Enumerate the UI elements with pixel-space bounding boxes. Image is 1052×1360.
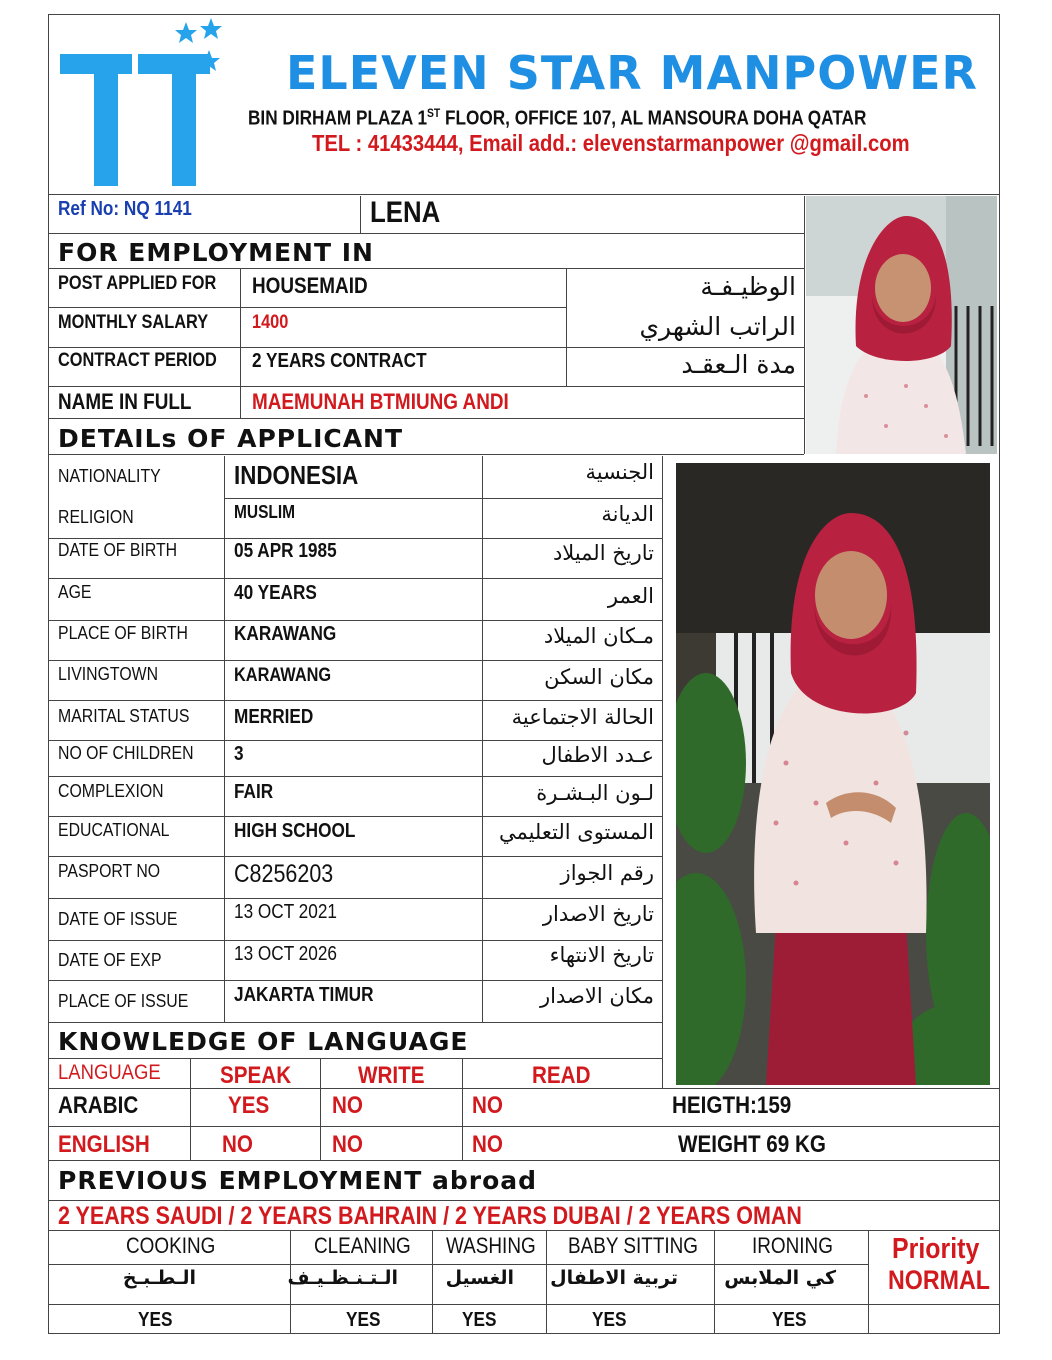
previous-employment-title (58, 1166, 537, 1195)
post-value: HOUSEMAID (252, 273, 368, 298)
read-header: READ (532, 1062, 591, 1089)
detail-arabic: تاريخ الاصدار (542, 902, 654, 926)
detail-value: 3 (234, 743, 244, 765)
post-arabic: الوظيـفـة (700, 272, 796, 301)
applicant-portrait-photo (806, 196, 997, 454)
previous-employment-details: 2 YEARS SAUDI / 2 YEARS BAHRAIN / 2 YEARS DUBAI / 2 YEARS OMAN (58, 1202, 802, 1230)
detail-label: RELIGION (58, 507, 134, 527)
detail-value: 40 YEARS (234, 582, 317, 604)
address-part-2: FLOOR, OFFICE 107, AL MANSOURA DOHA QATAR (440, 107, 867, 130)
contract-value: 2 YEARS CONTRACT (252, 350, 427, 372)
detail-arabic: الديانة (601, 502, 654, 526)
height-value: HEIGTH:159 (672, 1092, 792, 1119)
skill-name: IRONING (752, 1233, 833, 1258)
detail-value: KARAWANG (234, 623, 337, 645)
applicant-full-body-photo (676, 463, 990, 1085)
detail-label: NO OF CHILDREN (58, 743, 194, 763)
priority-value: NORMAL (888, 1265, 990, 1295)
skill-name: COOKING (126, 1233, 216, 1258)
detail-arabic: تاريخ الميلاد (552, 541, 654, 565)
detail-label: AGE (58, 582, 92, 602)
skill-value: YES (772, 1309, 807, 1331)
detail-label: NATIONALITY (58, 466, 161, 486)
skill-arabic: الـتـنـظـيـف (287, 1267, 398, 1289)
company-address (248, 106, 866, 131)
detail-arabic: العمر (607, 584, 654, 608)
detail-value: MERRIED (234, 706, 314, 728)
skill-value: YES (462, 1309, 497, 1331)
salary-arabic: الراتب الشهري (639, 312, 796, 341)
detail-arabic: رقم الجواز (560, 861, 654, 885)
detail-label: DATE OF ISSUE (58, 909, 178, 929)
skill-name: WASHING (446, 1233, 536, 1258)
detail-value: JAKARTA TIMUR (234, 984, 374, 1006)
detail-arabic: الجنسية (585, 460, 654, 484)
detail-label: DATE OF EXP (58, 950, 162, 970)
detail-arabic: مكان السكن (544, 665, 654, 689)
language-speak: NO (222, 1131, 253, 1158)
skill-arabic: الـطـبـخ (122, 1267, 196, 1289)
detail-arabic: عـدد الاطفال (541, 743, 654, 767)
language-read: NO (472, 1131, 503, 1158)
detail-value: INDONESIA (234, 460, 359, 490)
detail-arabic: مـكان الميلاد (543, 624, 654, 648)
skill-arabic: كي الملابس (724, 1267, 836, 1289)
language-read: NO (472, 1092, 503, 1119)
detail-value: 13 OCT 2026 (234, 943, 337, 965)
language-header: LANGUAGE (58, 1061, 161, 1084)
detail-arabic: لـون البـشـرة (536, 781, 654, 805)
company-name: ELEVEN STAR MANPOWER (286, 46, 978, 100)
detail-label: MARITAL STATUS (58, 706, 190, 726)
language-name: ENGLISH (58, 1131, 150, 1158)
salary-value: 1400 (252, 312, 289, 333)
detail-value: 13 OCT 2021 (234, 901, 337, 923)
skill-arabic: تربية الاطفال (550, 1267, 678, 1289)
applicant-short-name: LENA (370, 196, 441, 229)
detail-value: HIGH SCHOOL (234, 820, 356, 842)
detail-value: KARAWANG (234, 665, 332, 686)
detail-value: C8256203 (234, 860, 334, 888)
language-write: NO (332, 1092, 363, 1119)
logo-icon (56, 18, 228, 188)
company-contact: TEL : 41433444, Email add.: elevenstarmanpower @gmail.com (312, 130, 910, 156)
detail-arabic: الحالة الاجتماعية (511, 705, 654, 729)
previous-title-bold: PREVIOUS EMPLOYMENT (58, 1166, 423, 1195)
fullname-label: NAME IN FULL (58, 389, 192, 414)
contract-arabic: مدة الـعقـد (681, 350, 796, 379)
skill-name: CLEANING (314, 1233, 411, 1258)
skill-value: YES (346, 1309, 381, 1331)
detail-label: PASPORT NO (58, 861, 161, 881)
ref-number: Ref No: NQ 1141 (58, 198, 192, 220)
skill-name: BABY SITTING (568, 1233, 699, 1258)
language-write: NO (332, 1131, 363, 1158)
post-label: POST APPLIED FOR (58, 273, 217, 294)
skill-value: YES (592, 1309, 627, 1331)
priority-label: Priority (892, 1233, 980, 1265)
detail-label: LIVINGTOWN (58, 664, 159, 684)
detail-label: DATE OF BIRTH (58, 540, 178, 560)
skill-value: YES (138, 1309, 173, 1331)
detail-label: PLACE OF ISSUE (58, 991, 189, 1011)
previous-title-rest: abroad (422, 1166, 538, 1195)
language-section-title: KNOWLEDGE OF LANGUAGE (58, 1027, 469, 1056)
employment-section-title: FOR EMPLOYMENT IN (58, 238, 374, 267)
fullname-value: MAEMUNAH BTMIUNG ANDI (252, 389, 509, 414)
detail-arabic: مكان الاصدار (540, 984, 654, 1008)
weight-value: WEIGHT 69 KG (678, 1131, 826, 1158)
detail-arabic: تاريخ الانتهاء (549, 943, 654, 967)
detail-label: EDUCATIONAL (58, 820, 170, 840)
details-section-title: DETAILs OF APPLICANT (58, 424, 404, 453)
detail-value: MUSLIM (234, 502, 296, 522)
speak-header: SPEAK (220, 1062, 292, 1089)
company-logo (56, 18, 228, 188)
detail-label: COMPLEXION (58, 781, 164, 801)
skill-arabic: الغسيل (445, 1267, 514, 1289)
detail-value: FAIR (234, 781, 274, 803)
language-speak: YES (228, 1092, 270, 1119)
salary-label: MONTHLY SALARY (58, 312, 209, 333)
address-part-1: BIN DIRHAM PLAZA 1 (248, 107, 428, 130)
address-superscript: ST (427, 106, 441, 120)
contract-label: CONTRACT PERIOD (58, 350, 217, 371)
detail-arabic: المستوى التعليمي (498, 820, 654, 844)
detail-label: PLACE OF BIRTH (58, 623, 188, 643)
detail-value: 05 APR 1985 (234, 540, 337, 562)
language-name: ARABIC (58, 1092, 139, 1119)
write-header: WRITE (358, 1062, 425, 1089)
